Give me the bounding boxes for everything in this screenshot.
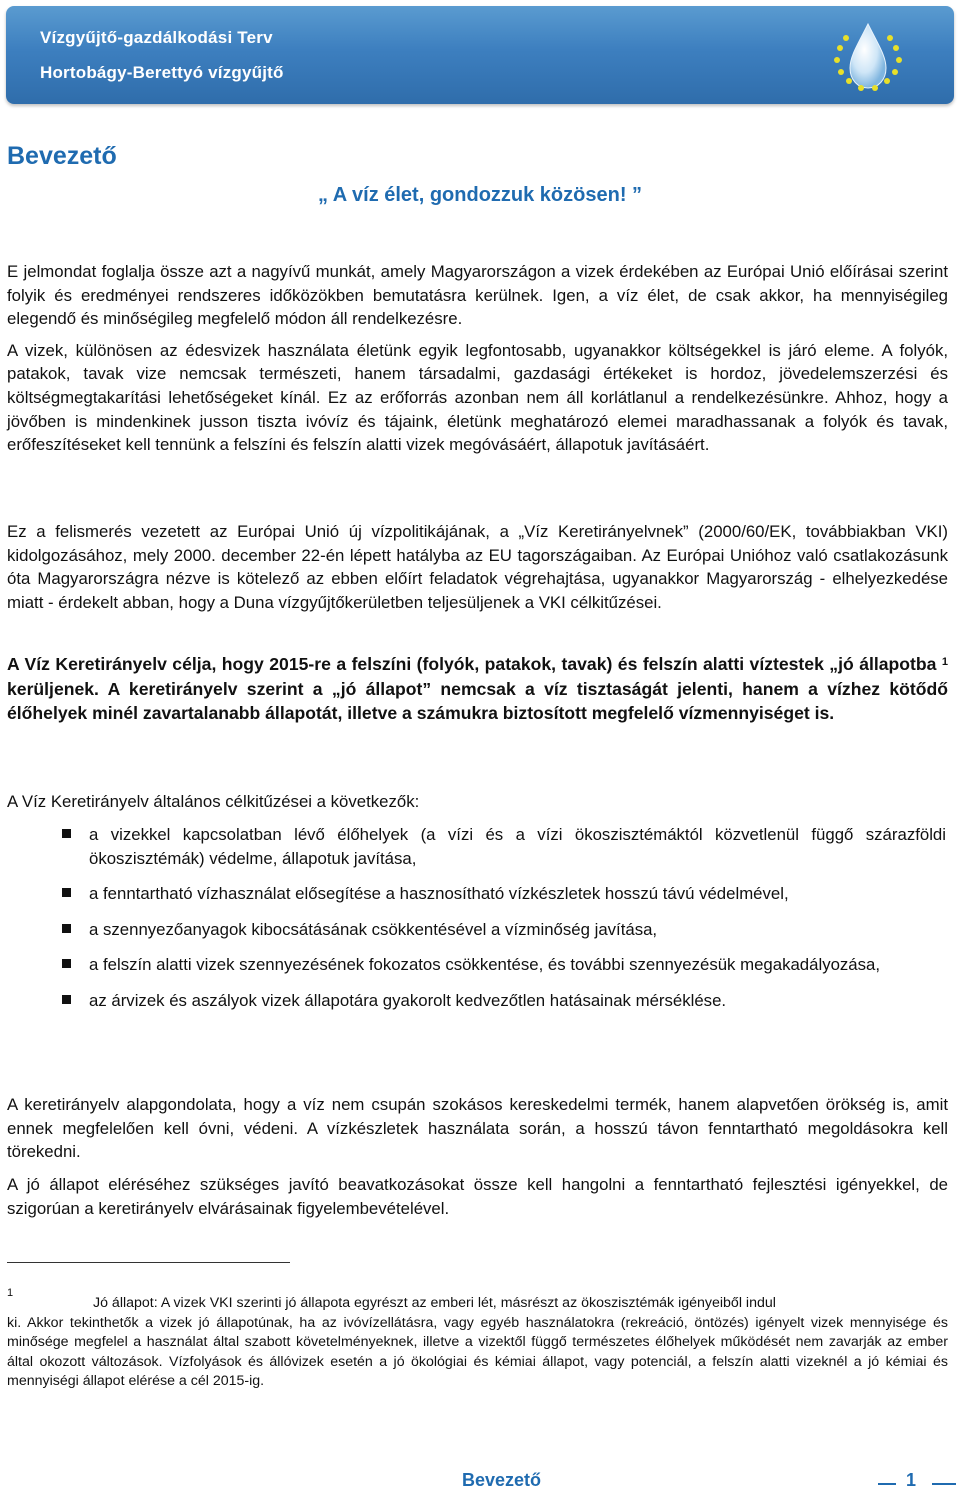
list-item: a fenntartható vízhasználat elősegítése a hasznosítható vízkészletek hosszú távú védelmével, bbox=[0, 882, 960, 906]
principle-paragraph: A keretirányelv alapgondolata, hogy a víz nem csupán szokásos kereskedelmi termék, hanem alapvetően örökség is, amit ennek megfelelően kell óvni, védeni. A vízkészletek használata során, a hosszú távon fenntartható megoldásokra kell törekedni. bbox=[7, 1095, 948, 1162]
good-status-paragraph: A jó állapot eléréséhez szükséges javító beavatkozásokat össze kell hangolni a fenntartható fejlesztési igényekkel, de szigorúan a keretirányelv elvárásainak figyelembevételével. bbox=[7, 1175, 948, 1218]
vki-paragraph: Ez a felismerés vezetett az Európai Unió új vízpolitikájának, a „Víz Keretirányelvnek” (2000/60/EK, továbbiakban VKI) kidolgozásához, mely 2000. december 22-én lépett hatályba az EU tagországaiban. Az Európai Unióhoz való csatlakozásunk óta Magyarországra nézve is kötelező az ebben előírt feladatok végrehajtása, ugyanakkor Magyarország - elhelyezkedése miatt - érdekelt abban, hogy a Duna vízgyűjtőkerületben teljesüljenek a VKI célkitűzései. bbox=[7, 522, 948, 612]
bullet-square-icon bbox=[62, 924, 71, 933]
intro-paragraph-1: E jelmondat foglalja össze azt a nagyívű munkát, amely Magyarországon a vizek érdekében az Európai Unió előírásai szerint folyik és eredményei rendszeres időközökben bemutatásra kerülnek. Igen, a víz élet, de csak akkor, ha mennyiségileg elegendő és minőségileg megfelelő módon áll rendelkezésre. bbox=[7, 262, 948, 329]
list-item: a szennyezőanyagok kibocsátásának csökkentésével a vízminőség javítása, bbox=[0, 918, 960, 942]
footer-section-label: Bevezető bbox=[462, 1470, 542, 1490]
footnote-divider bbox=[7, 1262, 290, 1263]
list-item: a vizekkel kapcsolatban lévő élőhelyek (a vízi és a vízi ökoszisztémáktól közvetlenül függő szárazföldi ökoszisztémák) védelme, állapotuk javítása, bbox=[0, 823, 960, 870]
intro-paragraph bbox=[7, 260, 948, 457]
footnote-number: 1 bbox=[7, 1287, 14, 1299]
motto: „ A víz élet, gondozzuk közösen! ” bbox=[317, 184, 643, 206]
list-item: a felszín alatti vizek szennyezésének fokozatos csökkentése, és további szennyezésük megakadályozása, bbox=[0, 953, 960, 977]
footer-rule-left bbox=[878, 1483, 896, 1485]
intro-paragraph-2: A vizek, különösen az édesvizek használata életünk egyik legfontosabb, ugyanakkor költségekkel is járó eleme. A folyók, patakok, tavak vize nemcsak természeti, hanem társadalmi, gazdasági értékeket is hordoz, jövedelemszerzési és költségmegtakarítási lehetőségeket kínál. Ez az erőforrás azonban nem áll korlátlanul a rendelkezésünkre. Ahhoz, hogy a jövőben is mindenkinek jusson tiszta ivóvíz és tájaink, életünk meghatározó elemei maradhassanak a folyók és tavak, erőfeszítéseket kell tennünk a felszíni és felszín alatti vizek megóvásáért, állapotuk javításáért. bbox=[7, 340, 948, 455]
vki-goal-paragraph bbox=[7, 652, 948, 726]
goals-list bbox=[0, 823, 960, 1025]
header-banner bbox=[6, 6, 954, 104]
page-number: 1 bbox=[906, 1470, 917, 1490]
water-drop-eu-stars-icon bbox=[828, 18, 908, 96]
header-subtitle: Hortobágy-Berettyó vízgyűjtő bbox=[40, 63, 284, 82]
footnote-ref[interactable]: 1 bbox=[941, 656, 948, 668]
footnote-first-line: Jó állapot: A vizek VKI szerinti jó állapota egyrészt az emberi lét, másrészt az ökoszisztémák igényeiből indul bbox=[93, 1295, 776, 1311]
header-title: Vízgyűjtő-gazdálkodási Terv bbox=[40, 28, 273, 47]
vki-goal-text-b: kerüljenek. A keretirányelv szerint a „jó állapot” nemcsak a víz tisztaságát jelenti, hanem a vízhez kötődő élőhelyek minél zavartalanabb állapotát, illetve a számukra biztosított megfelelő vízmennyiséget is. bbox=[7, 678, 948, 724]
bullet-square-icon bbox=[62, 959, 71, 968]
goals-intro: A Víz Keretirányelv általános célkitűzései a következők: bbox=[7, 792, 420, 811]
bullet-square-icon bbox=[62, 829, 71, 838]
footer-rule-right bbox=[932, 1483, 956, 1485]
bullet-square-icon bbox=[62, 888, 71, 897]
footnote bbox=[7, 1284, 948, 1392]
vki-goal-text-a: A Víz Keretirányelv célja, hogy 2015-re a felszíni (folyók, patakok, tavak) és felszín alatti víztestek „jó állapotba bbox=[7, 654, 937, 674]
footnote-body: ki. Akkor tekinthetők a vizek jó állapotúnak, ha az ivóvízellátásra, vagy egyéb használatokra (rekreáció, öntözés) igényelt vizek mennyisége és minősége megfelel a használat által szabott követelményeknek, illetve a vizektől függő természetes élőhelyek működését nem zavarják az ember által okozott változások. Vízfolyások és állóvizek esetén a jó ökológiai és kémiai állapot, vagy potenciál, a felszín alatti vizeknél a jó kémiai és mennyiségi állapot elérése a cél 2015-ig. bbox=[7, 1314, 948, 1389]
list-item: az árvizek és aszályok vizek állapotára gyakorolt kedvezőtlen hatásainak mérséklése. bbox=[0, 989, 960, 1013]
bullet-square-icon bbox=[62, 995, 71, 1004]
section-heading: Bevezető bbox=[7, 142, 117, 170]
